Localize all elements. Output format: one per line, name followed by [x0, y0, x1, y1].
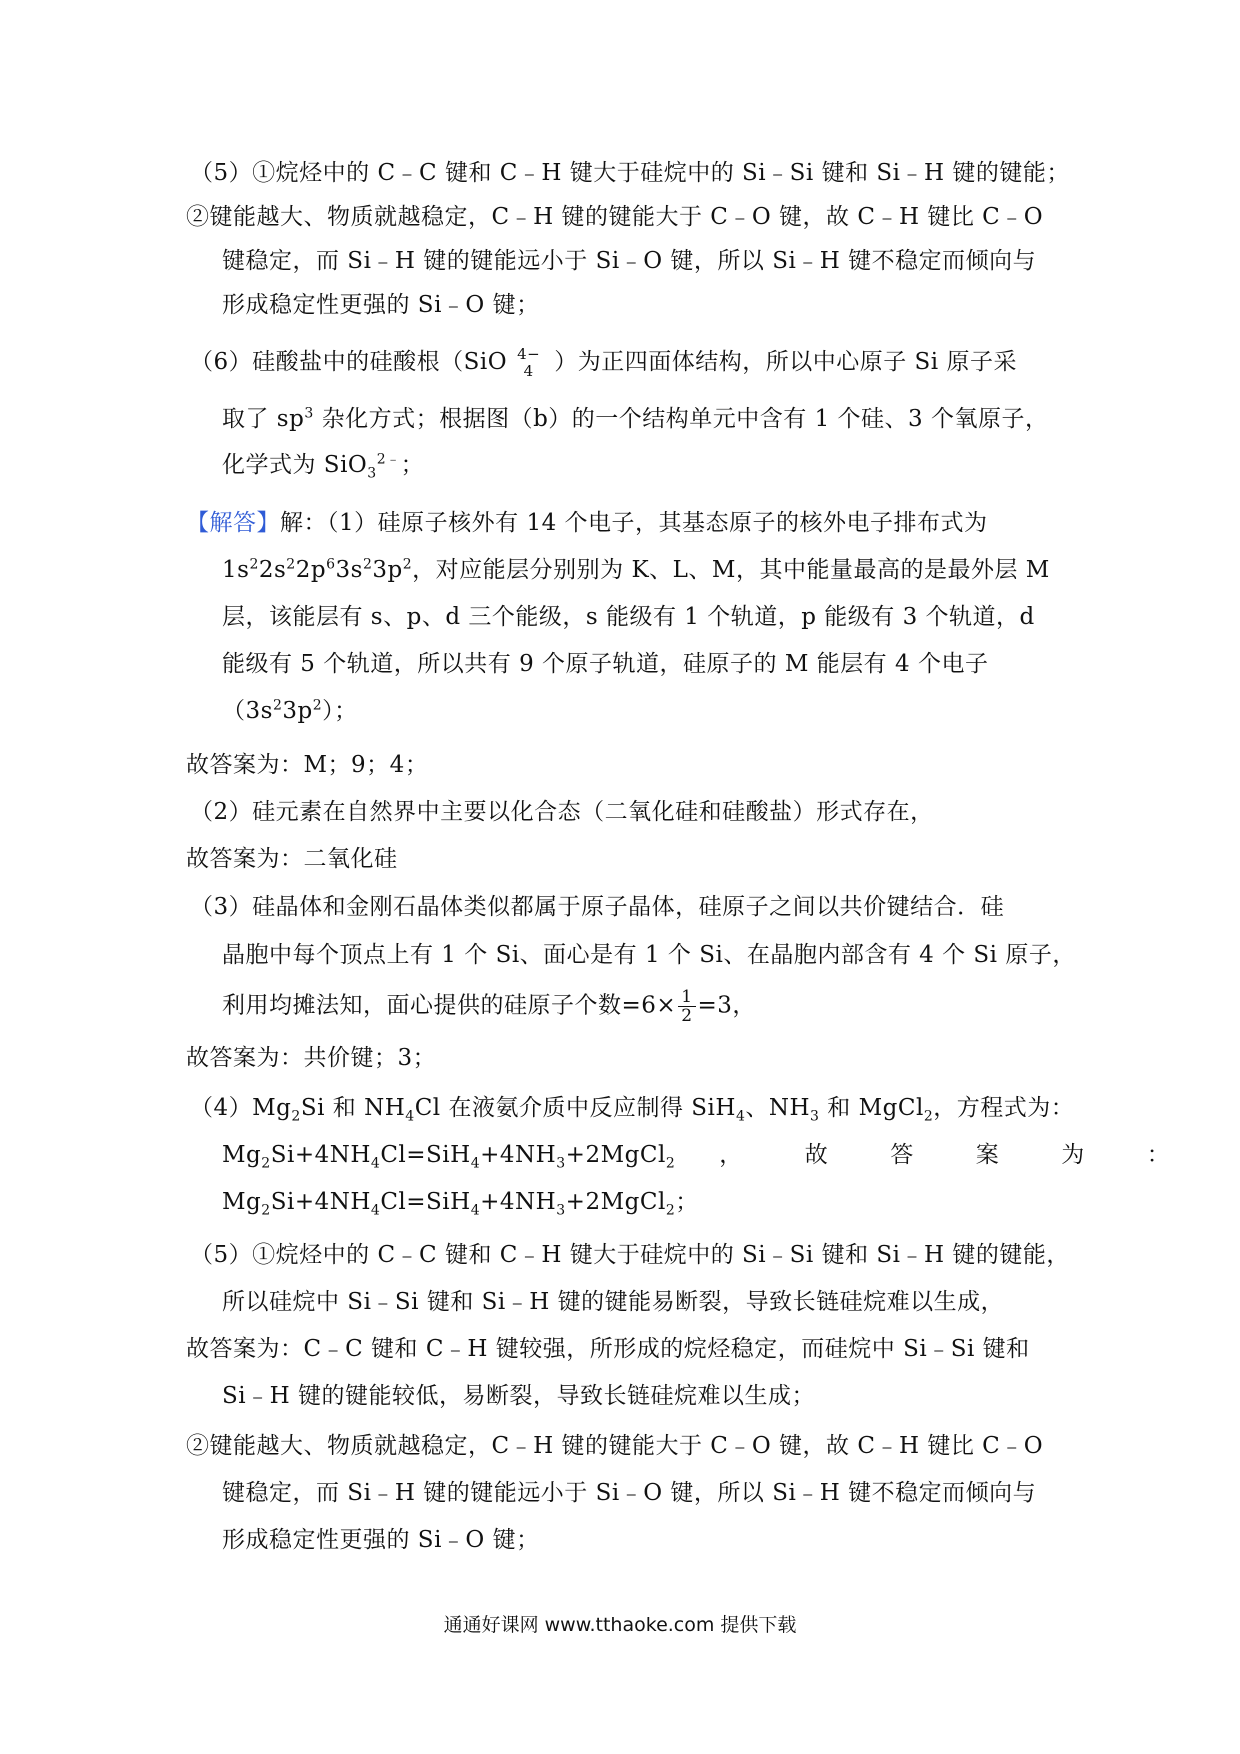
analysis-5-line-2: ②键能越大、物质就越稳定，C﹣H 键的键能大于 C﹣O 键，故 C﹣H 键比 C﹣O	[186, 204, 1044, 230]
silicate-ion-charge: 4− 4	[517, 345, 541, 380]
analysis-5-line-3: 键稳定，而 Si﹣H 键的键能远小于 Si﹣O 键，所以 Si﹣H 键不稳定而倾向与	[222, 248, 1037, 274]
analysis-6-line-1	[190, 346, 1017, 380]
answer-1-result: 故答案为：M；9；4；	[186, 752, 429, 778]
answer-1-line-5: $(3s^23p^2)$；	[222, 697, 358, 724]
answer-5-result-1: 故答案为：C﹣C 键和 C﹣H 键较强，所形成的烷烃稳定，而硅烷中 Si﹣Si 键和	[186, 1336, 1030, 1362]
answer-1-line-3: 层，该能层有 s、p、d 三个能级，s 能级有 1 个轨道，p 能级有 3 个轨道，d	[222, 604, 1035, 630]
answer-5-line-4: 键稳定，而 Si﹣H 键的键能远小于 Si﹣O 键，所以 Si﹣H 键不稳定而倾向与	[222, 1480, 1037, 1506]
answer-4-equation-1: $Mg_2Si+4NH_4Cl=SiH_4+4NH_3+2MgCl_2$ ， 故 答 案 为 ：	[222, 1142, 1171, 1172]
answer-1-line-2: $1s^22s^22p^63s^23p^2$，对应能层分别别为 K、L、M，其中能量最高的是最外层 M	[222, 556, 1050, 583]
answer-5-line-1: （5）①烷烃中的 C﹣C 键和 C﹣H 键大于硅烷中的 Si﹣Si 键和 Si﹣H 键的键能，	[190, 1242, 1070, 1268]
analysis-6-line-3: 化学式为 SiO$_3^{2﹣}$；	[222, 451, 425, 482]
answer-4-line-1: $(4)Mg_2Si$ 和 $NH_4Cl$ 在液氨介质中反应制得 SiH$_4$、$NH_3$ 和 MgCl$_2$，方程式为：	[190, 1095, 1075, 1125]
answer-2-result: 故答案为：二氧化硅	[186, 846, 398, 872]
analysis-5-line-1: （5）①烷烃中的 C﹣C 键和 C﹣H 键大于硅烷中的 Si﹣Si 键和 Si﹣H 键的键能；	[190, 160, 1070, 186]
answer-5-line-5: 形成稳定性更强的 Si﹣O 键；	[222, 1527, 540, 1553]
answer-3-line-3: 利用均摊法知，面心提供的硅原子个数=6× $\frac{1}{2}$ =3，	[222, 987, 756, 1026]
text: ）为正四面体结构，所以中心原子 Si 原子采	[554, 349, 1017, 375]
fraction-one-half: $\frac{1}{2}$	[678, 988, 695, 1025]
answer-5-line-3: ②键能越大、物质就越稳定，C﹣H 键的键能大于 C﹣O 键，故 C﹣H 键比 C﹣O	[186, 1433, 1044, 1459]
answer-4-equation-2: $Mg_2Si+4NH_4Cl=SiH_4+4NH_3+2MgCl_2$；	[222, 1189, 699, 1219]
answer-tag: 【解答】	[186, 510, 280, 536]
answer-5-result-2: Si﹣H 键的键能较低，易断裂，导致长链硅烷难以生成；	[222, 1383, 815, 1409]
answer-3-line-1: （3）硅晶体和金刚石晶体类似都属于原子晶体，硅原子之间以共价键结合．硅	[190, 894, 1005, 920]
page-footer: 通通好课网 www.tthaoke.com 提供下载	[443, 1614, 797, 1636]
answer-5-line-2: 所以硅烷中 Si﹣Si 键和 Si﹣H 键的键能易断裂，导致长链硅烷难以生成，	[222, 1289, 1005, 1315]
answer-2-line-1: （2）硅元素在自然界中主要以化合态（二氧化硅和硅酸盐）形式存在，	[190, 799, 934, 825]
analysis-6-line-2: 取了 $sp^3$ 杂化方式；根据图（b）的一个结构单元中含有 1 个硅、3 个氧原子，	[222, 405, 1049, 432]
answer-3-result: 故答案为：共价键；3；	[186, 1045, 437, 1071]
analysis-5-line-4: 形成稳定性更强的 Si﹣O 键；	[222, 292, 540, 318]
answer-1-line-1: 【解答】解：（1）硅原子核外有 14 个电子，其基态原子的核外电子排布式为	[186, 510, 988, 536]
answer-1-line-4: 能级有 5 个轨道，所以共有 9 个原子轨道，硅原子的 M 能层有 4 个电子	[222, 651, 989, 677]
answer-3-line-2: 晶胞中每个顶点上有 1 个 Si、面心是有 1 个 Si、在晶胞内部含有 4 个 Si 原子，	[222, 942, 1076, 968]
text: （6）硅酸盐中的硅酸根（SiO	[190, 349, 508, 375]
answer-label-spread: ， 故 答 案 为 ：	[719, 1142, 1171, 1168]
